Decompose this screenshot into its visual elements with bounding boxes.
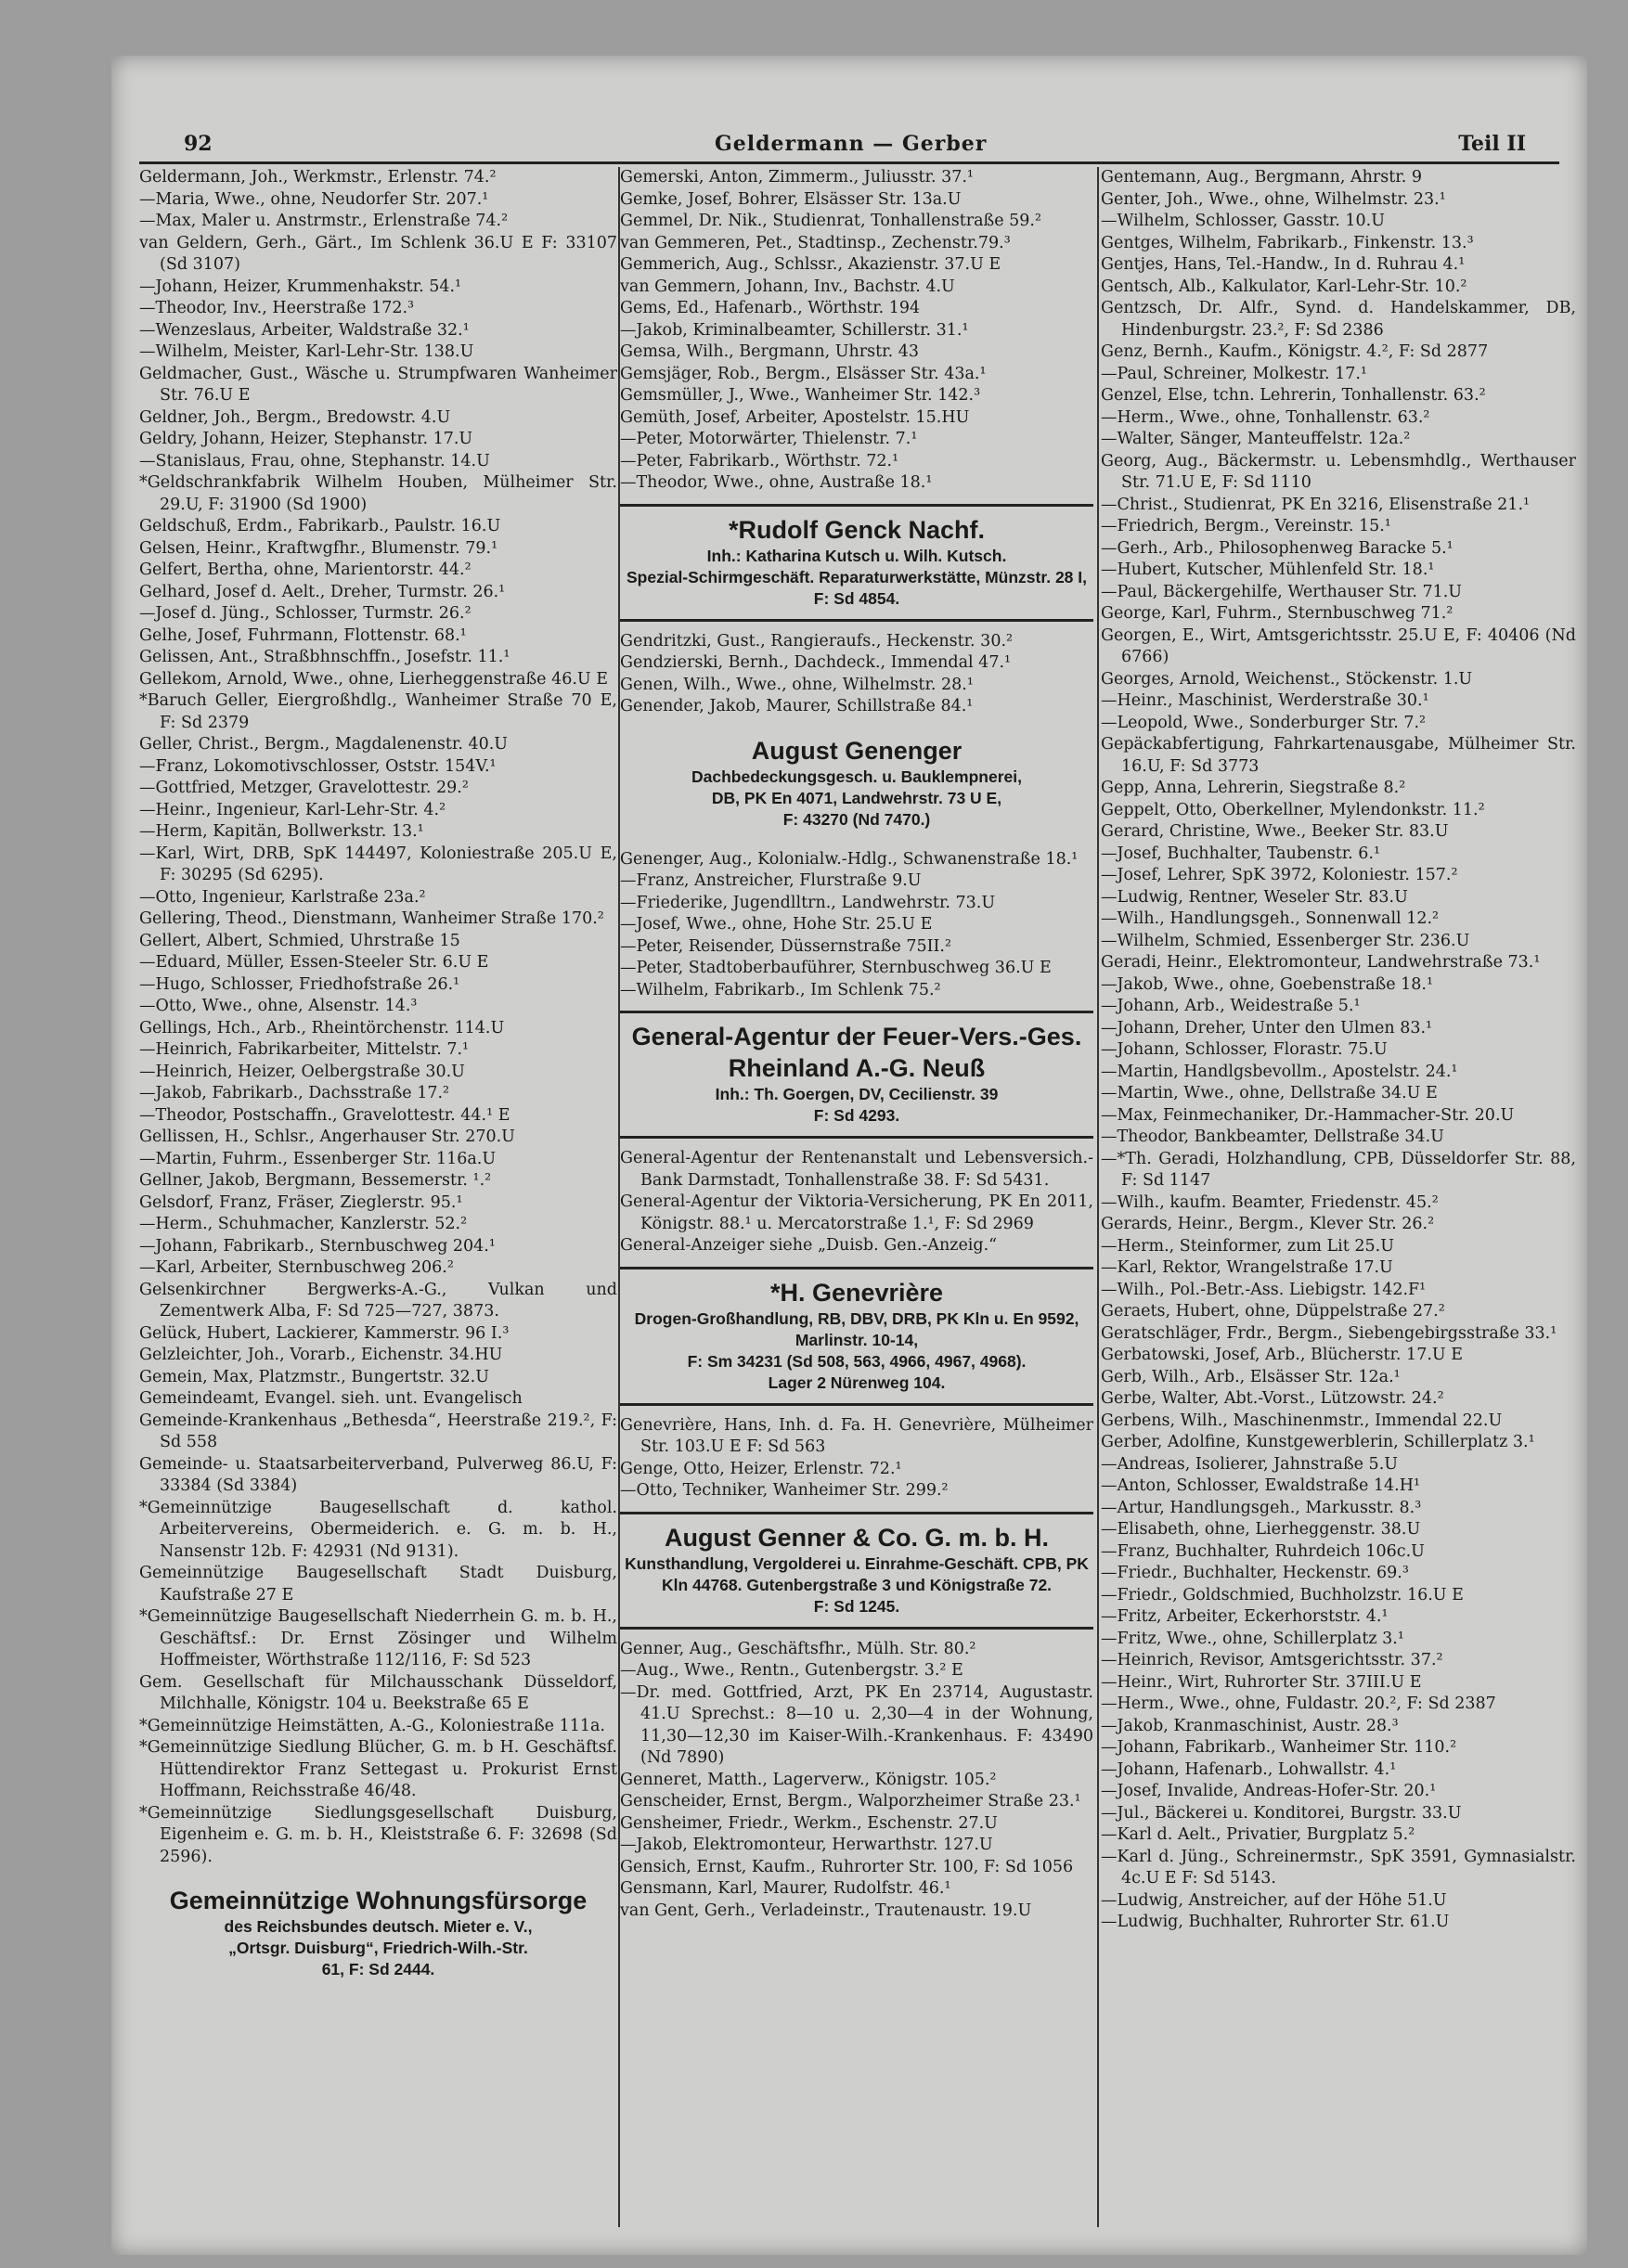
directory-entry: Gentemann, Aug., Bergmann, Ahrstr. 9 [1101,168,1422,187]
part-label: Teil II [1458,132,1526,156]
directory-entry: —Wilh., Handlungsgeh., Sonnenwall 12.² [1101,909,1440,928]
directory-entry: Gentzsch, Dr. Alfr., Synd. d. Handelskammer, DB, Hindenburgstr. 23.², F: Sd 2386 [1101,299,1576,340]
directory-entry: —Karl d. Aelt., Privatier, Burgplatz 5.² [1101,1825,1415,1844]
directory-entry: Genter, Joh., Wwe., ohne, Wilhelmstr. 23.¹ [1101,189,1446,209]
column-2 [620,167,1093,2227]
directory-entry: —Franz, Lokomotivschlosser, Oststr. 154V.¹ [139,756,497,776]
directory-entry: —Martin, Wwe., ohne, Dellstraße 34.U E [1101,1084,1438,1102]
directory-entry: —Karl, Arbeiter, Sternbuschweg 206.² [139,1258,454,1277]
directory-entry: van Gemmern, Johann, Inv., Bachstr. 4.U [620,277,955,296]
directory-entry: —Stanislaus, Frau, ohne, Stephanstr. 14.U [139,451,490,470]
directory-entry: Genge, Otto, Heizer, Erlenstr. 72.¹ [620,1459,902,1478]
directory-entry: Gerbe, Walter, Abt.-Vorst., Lützowstr. 24.² [1101,1389,1444,1408]
directory-entry: Gensheimer, Friedr., Werkm., Eschenstr. 27.U [620,1813,998,1833]
ad-name: August Genner & Co. G. m. b. H. [664,1523,1050,1552]
directory-entry: —Friedr., Goldschmied, Buchholzstr. 16.U E [1101,1585,1464,1604]
directory-entry: —Wenzeslaus, Arbeiter, Waldstraße 32.¹ [139,320,470,340]
directory-entry: —Fritz, Wwe., ohne, Schillerplatz 3.¹ [1101,1629,1404,1648]
directory-entry: —Fritz, Arbeiter, Eckerhorststr. 4.¹ [1101,1607,1389,1626]
directory-entry: —Josef d. Jüng., Schlosser, Turmstr. 26.² [139,604,472,623]
directory-entry: Gemerski, Anton, Zimmerm., Juliusstr. 37.¹ [620,168,974,187]
entry-list [1101,167,1576,1934]
directory-entry: Genneret, Matth., Lagerverw., Königstr. 105.² [620,1770,997,1789]
directory-entry: —Wilhelm, Meister, Karl-Lehr-Str. 138.U [139,342,474,361]
directory-entry: Gemeinnützige Baugesellschaft Stadt Duisburg, Kaufstraße 27 E [139,1564,617,1604]
directory-entry: —Wilhelm, Schlosser, Gasstr. 10.U [1101,212,1385,230]
directory-entry: van Gemmeren, Pet., Stadtinsp., Zechenstr.79.³ [620,233,1011,252]
directory-entry: Geller, Christ., Bergm., Magdalenenstr. 40.U [139,735,509,754]
directory-entry: Gerards, Heinr., Bergm., Klever Str. 26.² [1101,1215,1435,1233]
directory-entry: Gepp, Anna, Lehrerin, Siegstraße 8.² [1101,779,1406,797]
directory-entry: Gelzleichter, Joh., Vorarb., Eichenstr. 34.HU [139,1346,503,1364]
directory-entry: —Jakob, Kranmaschinist, Austr. 28.³ [1101,1716,1399,1735]
directory-entry: Gemein, Max, Platzmstr., Bungertstr. 32.U [139,1367,489,1386]
directory-entry: —Friedr., Buchhalter, Heckenstr. 69.³ [1101,1564,1409,1582]
ad-line: F: Sd 1245. [813,1596,900,1616]
directory-entry: *Gemeinnützige Siedlungsgesellschaft Duisburg, Eigenheim e. G. m. b. H., Kleiststraße 6. F: 32698 (Sd 2596). [139,1803,617,1866]
directory-entry: Gellner, Jakob, Bergmann, Bessemerstr. ¹.² [139,1171,492,1190]
directory-entry: Genenger, Aug., Kolonialw.-Hdlg., Schwanenstraße 18.¹ [620,849,1079,869]
directory-entry: Gerard, Christine, Wwe., Beeker Str. 83.U [1101,822,1449,841]
directory-entry: *Baruch Geller, Eiergroßhdlg., Wanheimer Straße 70 E, F: Sd 2379 [139,691,617,732]
directory-entry: —Karl d. Jüng., Schreinermstr., SpK 3591, Gymnasialstr. 4c.U E F: Sd 5143. [1101,1847,1576,1888]
directory-entry: —Heinr., Maschinist, Werderstraße 30.¹ [1101,691,1429,710]
directory-entry: Gendritzki, Gust., Rangieraufs., Heckenstr. 30.² [620,631,1014,651]
directory-entry: Gelhe, Josef, Fuhrmann, Flottenstr. 68.¹ [139,625,467,645]
directory-entry: —Jakob, Wwe., ohne, Goebenstraße 18.¹ [1101,974,1433,994]
directory-entry: —Martin, Handlgsbevollm., Apostelstr. 24.¹ [1101,1062,1458,1081]
directory-entry: —Otto, Wwe., ohne, Alsenstr. 14.³ [139,997,418,1015]
directory-entry: —Ludwig, Buchhalter, Ruhrorter Str. 61.U [1101,1913,1450,1931]
directory-entry: Gemsmüller, J., Wwe., Wanheimer Str. 142.³ [620,386,981,405]
directory-entry: —Eduard, Müller, Essen-Steeler Str. 6.U E [139,953,489,972]
directory-entry: —Otto, Techniker, Wanheimer Str. 299.² [620,1481,949,1500]
directory-entry: Gelfert, Bertha, ohne, Marientorstr. 44.² [139,561,472,579]
ad-genevriere [620,1267,1093,1406]
directory-entry: *Gemeinnützige Baugesellschaft Niederrhein G. m. b. H., Geschäftsf.: Dr. Ernst Zösinger und Wilhelm Hoffmeister, Wörthstraße 112/116, F: Sd 523 [139,1607,617,1669]
directory-entry: *Gemeinnützige Siedlung Blücher, G. m. b H. Geschäftsf. Hüttendirektor Franz Settegast u. Prokurist Ernst Hoffmann, Reichsstraße 46/48. [139,1738,617,1800]
directory-entry: Gelsenkirchner Bergwerks-A.-G., Vulkan und Zementwerk Alba, F: Sd 725—727, 3873. [139,1280,617,1321]
directory-entry: —Walter, Sänger, Manteuffelstr. 12a.² [1101,430,1411,448]
directory-entry: —Otto, Ingenieur, Karlstraße 23a.² [139,887,426,907]
directory-entry: van Geldern, Gerh., Gärt., Im Schlenk 36.U E F: 33107 (Sd 3107) [139,233,617,274]
directory-entry: —Jakob, Kriminalbeamter, Schillerstr. 31.¹ [620,320,969,340]
directory-entry: —Wilh., Pol.-Betr.-Ass. Liebigstr. 142.F¹ [1101,1280,1427,1299]
directory-entry: —Dr. med. Gottfried, Arzt, PK En 23714, Augustastr. 41.U Sprechst.: 8—10 u. 2,30—4 in der Wohnung, 11,30—12,30 im Kaiser-Wilh.-Krankenhaus. F: 43490 (Nd 7890) [620,1682,1093,1767]
ad-general-agentur [620,1011,1093,1139]
directory-entry: —Johann, Heizer, Krummenhakstr. 54.¹ [139,277,462,296]
directory-entry: —Theodor, Inv., Heerstraße 172.³ [139,299,415,317]
entry-list [620,1148,1093,1257]
directory-entry: Gelsdorf, Franz, Fräser, Zieglerstr. 95.¹ [139,1192,463,1212]
directory-entry: General-Agentur der Rentenanstalt und Lebensversich.-Bank Darmstadt, Tonhallenstraße 38. F: Sd 5431. [620,1149,1093,1190]
ad-line: Spezial-Schirmgeschäft. Reparaturwerkstätte, Münzstr. 28 I, F: Sd 4854. [627,567,1087,608]
directory-entry: Georgen, E., Wirt, Amtsgerichtsstr. 25.U E, F: 40406 (Nd 6766) [1101,625,1576,666]
directory-entry: General-Agentur der Viktoria-Versicherung, PK En 2011, Königstr. 88.¹ u. Mercatorstraße 1.¹, F: Sd 2969 [620,1192,1093,1233]
directory-entry: —Johann, Hafenarb., Lohwallstr. 4.¹ [1101,1759,1397,1779]
directory-entry: —Gottfried, Metzger, Gravelottestr. 29.² [139,779,469,797]
directory-entry: General-Anzeiger siehe „Duisb. Gen.-Anzeig.“ [620,1236,998,1255]
directory-entry: Georges, Arnold, Weichenst., Stöckenstr. 1.U [1101,669,1473,689]
directory-entry: Gerber, Adolfine, Kunstgewerblerin, Schillerplatz 3.¹ [1101,1433,1535,1451]
directory-entry: Geldmacher, Gust., Wäsche u. Strumpfwaren Wanheimer Str. 76.U E [139,364,617,405]
directory-entry: —Franz, Buchhalter, Ruhrdeich 106c.U [1101,1541,1425,1561]
directory-entry: —Leopold, Wwe., Sonderburger Str. 7.² [1101,713,1427,732]
directory-entry: —Johann, Fabrikarb., Wanheimer Str. 110.² [1101,1738,1457,1757]
ad-line: 61, F: Sd 2444. [321,1960,435,1978]
directory-entry: Gelsen, Heinr., Kraftwgfhr., Blumenstr. 79.¹ [139,538,498,558]
directory-entry: —Paul, Schreiner, Molkestr. 17.¹ [1101,364,1367,383]
ad-genner [620,1512,1093,1630]
directory-entry: —Gerh., Arb., Philosophenweg Baracke 5.¹ [1101,538,1454,558]
directory-entry: Gepäckabfertigung, Fahrkartenausgabe, Mülheimer Str. 16.U, F: Sd 3773 [1101,735,1576,776]
directory-entry: —Friederike, Jugendlltrn., Landwehrstr. 73.U [620,893,996,912]
column-1 [139,167,617,2227]
directory-entry: Genender, Jakob, Maurer, Schillstraße 84.¹ [620,697,974,715]
directory-entry: Gerbatowski, Josef, Arb., Blücherstr. 17.U E [1101,1346,1463,1364]
directory-entry: —Elisabeth, ohne, Lierheggenstr. 38.U [1101,1520,1421,1539]
ad-line: Lager 2 Nürenweg 104. [768,1372,946,1392]
entry-list [620,1415,1093,1502]
directory-entry: —Peter, Fabrikarb., Wörthstr. 72.¹ [620,451,899,470]
directory-entry: —Jakob, Fabrikarb., Dachsstraße 17.² [139,1084,450,1102]
directory-entry: —Heinrich, Revisor, Amtsgerichtsstr. 37.² [1101,1651,1443,1669]
directory-entry: van Gent, Gerh., Verladeinstr., Trautenaustr. 19.U [620,1901,1032,1920]
directory-entry: —Josef, Wwe., ohne, Hohe Str. 25.U E [620,915,933,934]
directory-entry: Gemeinde-Krankenhaus „Bethesda“, Heerstraße 219.², F: Sd 558 [139,1411,617,1451]
directory-entry: —Andreas, Isolierer, Jahnstraße 5.U [1101,1454,1398,1474]
ad-line: Drogen-Großhandlung, RB, DBV, DRB, PK Kln u. En 9592, Marlinstr. 10-14, [634,1308,1079,1349]
directory-entry: —Heinr., Wirt, Ruhrorter Str. 37III.U E [1101,1672,1422,1692]
directory-entry: —Martin, Fuhrm., Essenberger Str. 116a.U [139,1149,497,1168]
directory-entry: George, Karl, Fuhrm., Sternbuschweg 71.² [1101,604,1454,623]
directory-entry: Gerb, Wilh., Arb., Elsässer Str. 12a.¹ [1101,1367,1401,1386]
directory-entry: Gemmel, Dr. Nik., Studienrat, Tonhallenstraße 59.² [620,212,1041,230]
ad-wohnungsfuersorge [139,1877,617,1990]
ad-line: Inh.: Katharina Kutsch u. Wilh. Kutsch. [706,546,1007,565]
ad-line: F: Sm 34231 (Sd 508, 563, 4966, 4967, 4968). [687,1351,1027,1371]
directory-entry: —Ludwig, Rentner, Weseler Str. 83.U [1101,887,1408,907]
directory-entry: Gemeindeamt, Evangel. sieh. unt. Evangelisch [139,1389,523,1408]
directory-entry: —Josef, Invalide, Andreas-Hofer-Str. 20.¹ [1101,1782,1437,1800]
ad-line: DB, PK En 4071, Landwehrstr. 73 U E, [711,788,1002,807]
directory-entry: Genzel, Else, tchn. Lehrerin, Tonhallenstr. 63.² [1101,386,1486,405]
directory-entry: Gensich, Ernst, Kaufm., Ruhrorter Str. 100, F: Sd 1056 [620,1857,1074,1876]
running-head [139,128,1559,165]
directory-entry: —Johann, Arb., Weidestraße 5.¹ [1101,997,1361,1015]
directory-entry: Gendzierski, Bernh., Dachdeck., Immendal 47.¹ [620,653,1012,672]
ad-line: F: 43270 (Nd 7470.) [782,809,931,829]
directory-entry: Gellissen, H., Schlsr., Angerhauser Str. 270.U [139,1128,515,1146]
directory-entry: Genevrière, Hans, Inh. d. Fa. H. Genevrière, Mülheimer Str. 103.U E F: Sd 563 [620,1415,1093,1456]
directory-entry: Gelissen, Ant., Straßbhnschffn., Josefstr. 11.¹ [139,648,510,666]
directory-entry: Gerbens, Wilh., Maschinenmstr., Immendal 22.U [1101,1411,1503,1430]
directory-entry: —Hugo, Schlosser, Friedhofstraße 26.¹ [139,974,460,994]
directory-entry: —Max, Feinmechaniker, Dr.-Hammacher-Str. 20.U [1101,1105,1515,1125]
directory-entry: —Wilhelm, Schmied, Essenberger Str. 236.U [1101,931,1470,950]
directory-entry: —Max, Maler u. Anstrmstr., Erlenstraße 74.² [139,212,509,230]
directory-entry: —Jul., Bäckerei u. Konditorei, Burgstr. 33.U [1101,1803,1462,1823]
directory-entry: *Gemeinnützige Heimstätten, A.-G., Koloniestraße 111a. [139,1716,605,1735]
directory-entry: —Maria, Wwe., ohne, Neudorfer Str. 207.¹ [139,189,489,209]
directory-entry: —Wilhelm, Fabrikarb., Im Schlenk 75.² [620,980,941,999]
directory-entry: —Johann, Fabrikarb., Sternbuschweg 204.¹ [139,1236,496,1256]
directory-entry: —Heinrich, Fabrikarbeiter, Mittelstr. 7.¹ [139,1040,470,1059]
directory-entry: Gemsjäger, Rob., Bergm., Elsässer Str. 43a.¹ [620,364,987,383]
column-3 [1101,167,1576,2227]
directory-entry: —Paul, Bäckergehilfe, Werthauser Str. 71.U [1101,582,1463,601]
directory-entry: Gelück, Hubert, Lackierer, Kammerstr. 96 I.³ [139,1323,510,1343]
directory-entry: Geradi, Heinr., Elektromonteur, Landwehrstraße 73.¹ [1101,953,1541,972]
directory-entry: Geratschläger, Frdr., Bergm., Siebengebirgsstraße 33.¹ [1101,1323,1557,1343]
directory-entry: —Johann, Schlosser, Florastr. 75.U [1101,1040,1388,1059]
directory-entry: Geldschuß, Erdm., Fabrikarb., Paulstr. 16.U [139,517,501,535]
ad-name: *H. Genevrière [769,1278,944,1307]
directory-entry: —Herm, Kapitän, Bollwerkstr. 13.¹ [139,822,424,841]
directory-entry: —Peter, Stadtoberbauführer, Sternbuschweg 36.U E [620,959,1052,977]
directory-entry: —Aug., Wwe., Rentn., Gutenbergstr. 3.² E [620,1661,963,1680]
directory-entry: Gellings, Hch., Arb., Rheintörchenstr. 114.U [139,1018,505,1037]
directory-entry: Geppelt, Otto, Oberkellner, Mylendonkstr. 11.² [1101,800,1485,819]
directory-entry: —Josef, Buchhalter, Taubenstr. 6.¹ [1101,844,1380,863]
directory-entry: Geraets, Hubert, ohne, Düppelstraße 27.² [1101,1302,1445,1321]
directory-entry: *Geldschrankfabrik Wilhelm Houben, Mülheimer Str. 29.U, F: 31900 (Sd 1900) [139,473,617,514]
entry-list [620,1639,1093,1923]
ad-name: *Rudolf Genck Nachf. [728,515,986,544]
directory-entry: —Karl, Wirt, DRB, SpK 144497, Koloniestraße 205.U E, F: 30295 (Sd 6295). [139,844,617,884]
directory-entry: —Herm., Schuhmacher, Kanzlerstr. 52.² [139,1215,468,1233]
directory-entry: —Anton, Schlosser, Ewaldstraße 14.H¹ [1101,1476,1420,1495]
directory-entry: —Karl, Rektor, Wrangelstraße 17.U [1101,1258,1393,1277]
page-number: 92 [184,132,213,156]
ad-line: Dachbedeckungsgesch. u. Bauklempnerei, [691,767,1022,786]
directory-entry: *Gemeinnützige Baugesellschaft d. kathol. Arbeitervereins, Obermeiderich. e. G. m. b. H., Nansenstr 12b. F: 42931 (Nd 9131). [139,1498,617,1561]
directory-entry: Geldner, Joh., Bergm., Bredowstr. 4.U [139,407,451,427]
directory-entry: —Herm., Wwe., ohne, Fuldastr. 20.², F: Sd 2387 [1101,1695,1496,1713]
directory-entry: Georg, Aug., Bäckermstr. u. Lebensmhdlg., Werthauser Str. 71.U E, F: Sd 1110 [1101,451,1576,492]
directory-entry: —Johann, Dreher, Unter den Ulmen 83.¹ [1101,1018,1433,1037]
ad-line: F: Sd 4293. [813,1106,900,1125]
directory-entry: Gemke, Josef, Bohrer, Elsässer Str. 13a.U [620,189,962,209]
ad-name: August Genenger [751,736,963,765]
ad-line: Inh.: Th. Goergen, DV, Cecilienstr. 39 [715,1085,999,1103]
directory-entry: —Peter, Reisender, Düssernstraße 75II.² [620,936,952,956]
directory-entry: Geldry, Johann, Heizer, Stephanstr. 17.U [139,430,473,448]
directory-entry: —Ludwig, Anstreicher, auf der Höhe 51.U [1101,1890,1447,1910]
directory-entry: —*Th. Geradi, Holzhandlung, CPB, Düsseldorfer Str. 88, F: Sd 1147 [1101,1149,1576,1190]
entry-list [620,631,1093,718]
ad-line: Kunsthandlung, Vergolderei u. Einrahme-Geschäft. CPB, PK Kln 44768. Gutenbergstraße 3 und Königstraße 72. [625,1553,1089,1594]
directory-entry: Gemüth, Josef, Arbeiter, Apostelstr. 15.HU [620,407,970,427]
directory-entry: —Heinrich, Heizer, Oelbergstraße 30.U [139,1062,465,1081]
directory-entry: Genz, Bernh., Kaufm., Königstr. 4.², F: Sd 2877 [1101,342,1489,361]
directory-entry: —Jakob, Elektromonteur, Herwarthstr. 127.U [620,1836,993,1854]
ad-line: „Ortsgr. Duisburg“, Friedrich-Wilh.-Str. [228,1939,528,1957]
directory-entry: Genner, Aug., Geschäftsfhr., Mülh. Str. 80.² [620,1639,976,1658]
directory-entry: —Theodor, Wwe., ohne, Austraße 18.¹ [620,473,933,492]
directory-entry: —Franz, Anstreicher, Flurstraße 9.U [620,871,922,890]
directory-entry: Gellert, Albert, Schmied, Uhrstraße 15 [139,931,460,950]
directory-entry: Gem. Gesellschaft für Milchausschank Düsseldorf, Milchhalle, Königstr. 104 u. Beekstraße 65 E [139,1672,617,1713]
directory-entry: Gelhard, Josef d. Aelt., Dreher, Turmstr. 26.¹ [139,582,506,601]
directory-entry: Geldermann, Joh., Werkmstr., Erlenstr. 74.² [139,168,497,187]
directory-entry: —Friedrich, Bergm., Vereinstr. 15.¹ [1101,517,1391,535]
directory-entry: —Herm., Steinformer, zum Lit 25.U [1101,1236,1394,1256]
entry-list [620,167,1093,495]
directory-entry: Gellekom, Arnold, Wwe., ohne, Lierheggenstraße 46.U E [139,669,608,689]
directory-entry: Gensmann, Karl, Maurer, Rudolfstr. 46.¹ [620,1879,951,1898]
directory-entry: —Heinr., Ingenieur, Karl-Lehr-Str. 4.² [139,800,446,819]
directory-entry: —Christ., Studienrat, PK En 3216, Elisenstraße 21.¹ [1101,495,1531,514]
entry-list [139,167,617,1868]
directory-entry: Gemeinde- u. Staatsarbeiterverband, Pulverweg 86.U, F: 33384 (Sd 3384) [139,1454,617,1495]
directory-entry: —Peter, Motorwärter, Thielenstr. 7.¹ [620,430,918,448]
directory-entry: —Hubert, Kutscher, Mühlenfeld Str. 18.¹ [1101,561,1435,579]
page-range-title: Geldermann — Gerber [715,132,988,156]
directory-entry: Gentsch, Alb., Kalkulator, Karl-Lehr-Str. 10.² [1101,277,1467,296]
ad-name: General-Agentur der Feuer-Vers.-Ges. Rheinland A.-G. Neuß [631,1023,1082,1082]
directory-entry: Gentges, Wilhelm, Fabrikarb., Finkenstr. 13.³ [1101,233,1474,252]
directory-entry: —Wilh., kaufm. Beamter, Friedenstr. 45.² [1101,1192,1439,1212]
ad-genck [620,504,1093,622]
directory-entry: Genen, Wilh., Wwe., ohne, Wilhelmstr. 28.¹ [620,675,974,694]
ad-line: des Reichsbundes deutsch. Mieter e. V., [224,1917,533,1936]
directory-entry: Gemsa, Wilh., Bergmann, Uhrstr. 43 [620,342,920,361]
directory-entry: Gems, Ed., Hafenarb., Wörthstr. 194 [620,299,921,317]
directory-entry: —Theodor, Bankbeamter, Dellstraße 34.U [1101,1128,1444,1146]
ad-genenger [620,728,1093,840]
directory-entry: Gellering, Theod., Dienstmann, Wanheimer Straße 170.² [139,909,604,928]
directory-entry: —Artur, Handlungsgeh., Markusstr. 8.³ [1101,1498,1422,1517]
ad-name: Gemeinnützige Wohnungsfürsorge [169,1887,588,1914]
column-divider [1097,167,1099,2227]
directory-entry: Gentjes, Hans, Tel.-Handw., In d. Ruhrau 4.¹ [1101,255,1466,274]
directory-entry: Genscheider, Ernst, Bergm., Walporzheimer Straße 23.¹ [620,1792,1081,1811]
directory-entry: Gemmerich, Aug., Schlssr., Akazienstr. 37.U E [620,255,1001,274]
directory-entry: —Herm., Wwe., ohne, Tonhallenstr. 63.² [1101,407,1430,427]
directory-entry: —Josef, Lehrer, SpK 3972, Koloniestr. 157.² [1101,866,1458,884]
directory-entry: —Theodor, Postschaffn., Gravelottestr. 44.¹ E [139,1105,510,1125]
entry-list [620,849,1093,1002]
header-rule [139,161,1559,164]
